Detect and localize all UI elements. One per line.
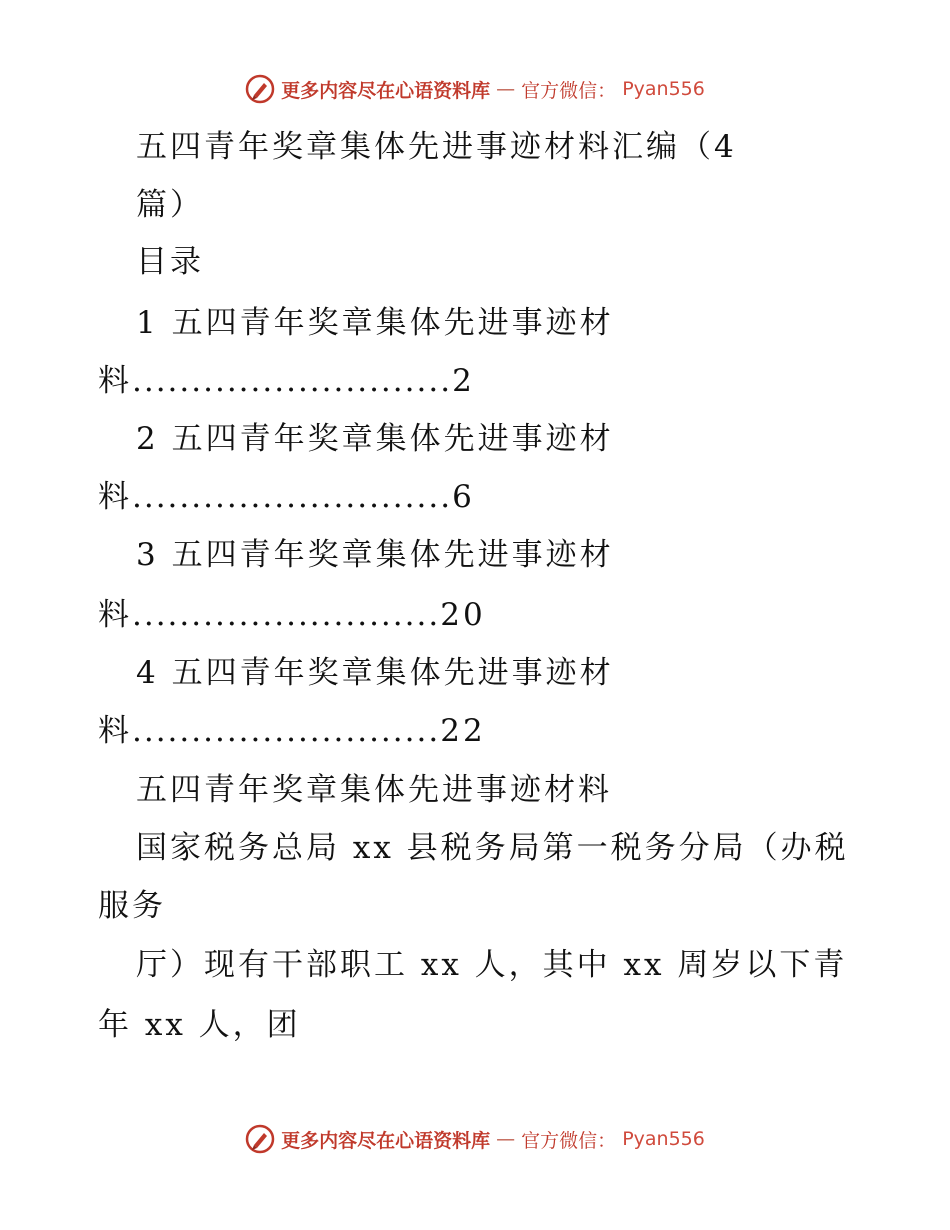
toc-entry-3-page: 20 (440, 597, 486, 633)
banner-wechat-label: 官方微信： (521, 79, 617, 102)
toc-entry-3-leader-row[interactable] (98, 597, 486, 633)
toc-entry-4-page: 22 (440, 713, 486, 749)
toc-entry-1-leader: ........................... (132, 363, 453, 399)
document-title-line-1: 五四青年奖章集体先进事迹材料汇编（4 (136, 129, 737, 165)
toc-entry-2-title[interactable]: 2 五四青年奖章集体先进事迹材 (136, 421, 614, 457)
body-paragraph-1-line-2: 服务 (98, 888, 166, 924)
banner-separator: — (496, 78, 516, 100)
pen-logo-icon (245, 74, 275, 104)
banner-brand-text: 更多内容尽在心语资料库 (281, 79, 491, 102)
toc-entry-1-title[interactable]: 1 五四青年奖章集体先进事迹材 (136, 305, 614, 341)
toc-entry-4-leader-row[interactable] (98, 713, 486, 749)
toc-heading: 目录 (136, 244, 204, 280)
toc-entry-2-leader-row[interactable] (98, 479, 475, 515)
toc-entry-2-tail: 料 (98, 479, 132, 515)
banner-wechat-id: Pyan556 (622, 78, 705, 100)
toc-entry-3-tail: 料 (98, 597, 132, 633)
toc-entry-1-tail: 料 (98, 363, 132, 399)
body-paragraph-2-line-1: 厅）现有干部职工 xx 人，其中 xx 周岁以下青 (136, 947, 848, 983)
footer-banner (0, 1124, 950, 1154)
pen-logo-icon (245, 1124, 275, 1154)
toc-entry-2-leader: ........................... (132, 479, 453, 515)
toc-entry-3-title[interactable]: 3 五四青年奖章集体先进事迹材 (136, 537, 614, 573)
header-banner (0, 74, 950, 104)
banner-wechat-label: 官方微信： (521, 1129, 617, 1152)
toc-entry-1-leader-row[interactable] (98, 363, 475, 399)
section-title: 五四青年奖章集体先进事迹材料 (136, 772, 612, 808)
toc-entry-4-leader: .......................... (132, 713, 441, 749)
toc-entry-3-leader: .......................... (132, 597, 441, 633)
body-paragraph-2-line-2: 年 xx 人，团 (98, 1007, 301, 1043)
banner-wechat-id: Pyan556 (622, 1128, 705, 1150)
toc-entry-4-title[interactable]: 4 五四青年奖章集体先进事迹材 (136, 655, 614, 691)
toc-entry-1-page: 2 (452, 363, 475, 399)
toc-entry-2-page: 6 (452, 479, 475, 515)
toc-entry-4-tail: 料 (98, 713, 132, 749)
banner-separator: — (496, 1128, 516, 1150)
document-title-line-2: 篇） (136, 187, 204, 223)
body-paragraph-1-line-1: 国家税务总局 xx 县税务局第一税务分局（办税 (136, 830, 849, 866)
banner-brand-text: 更多内容尽在心语资料库 (281, 1129, 491, 1152)
